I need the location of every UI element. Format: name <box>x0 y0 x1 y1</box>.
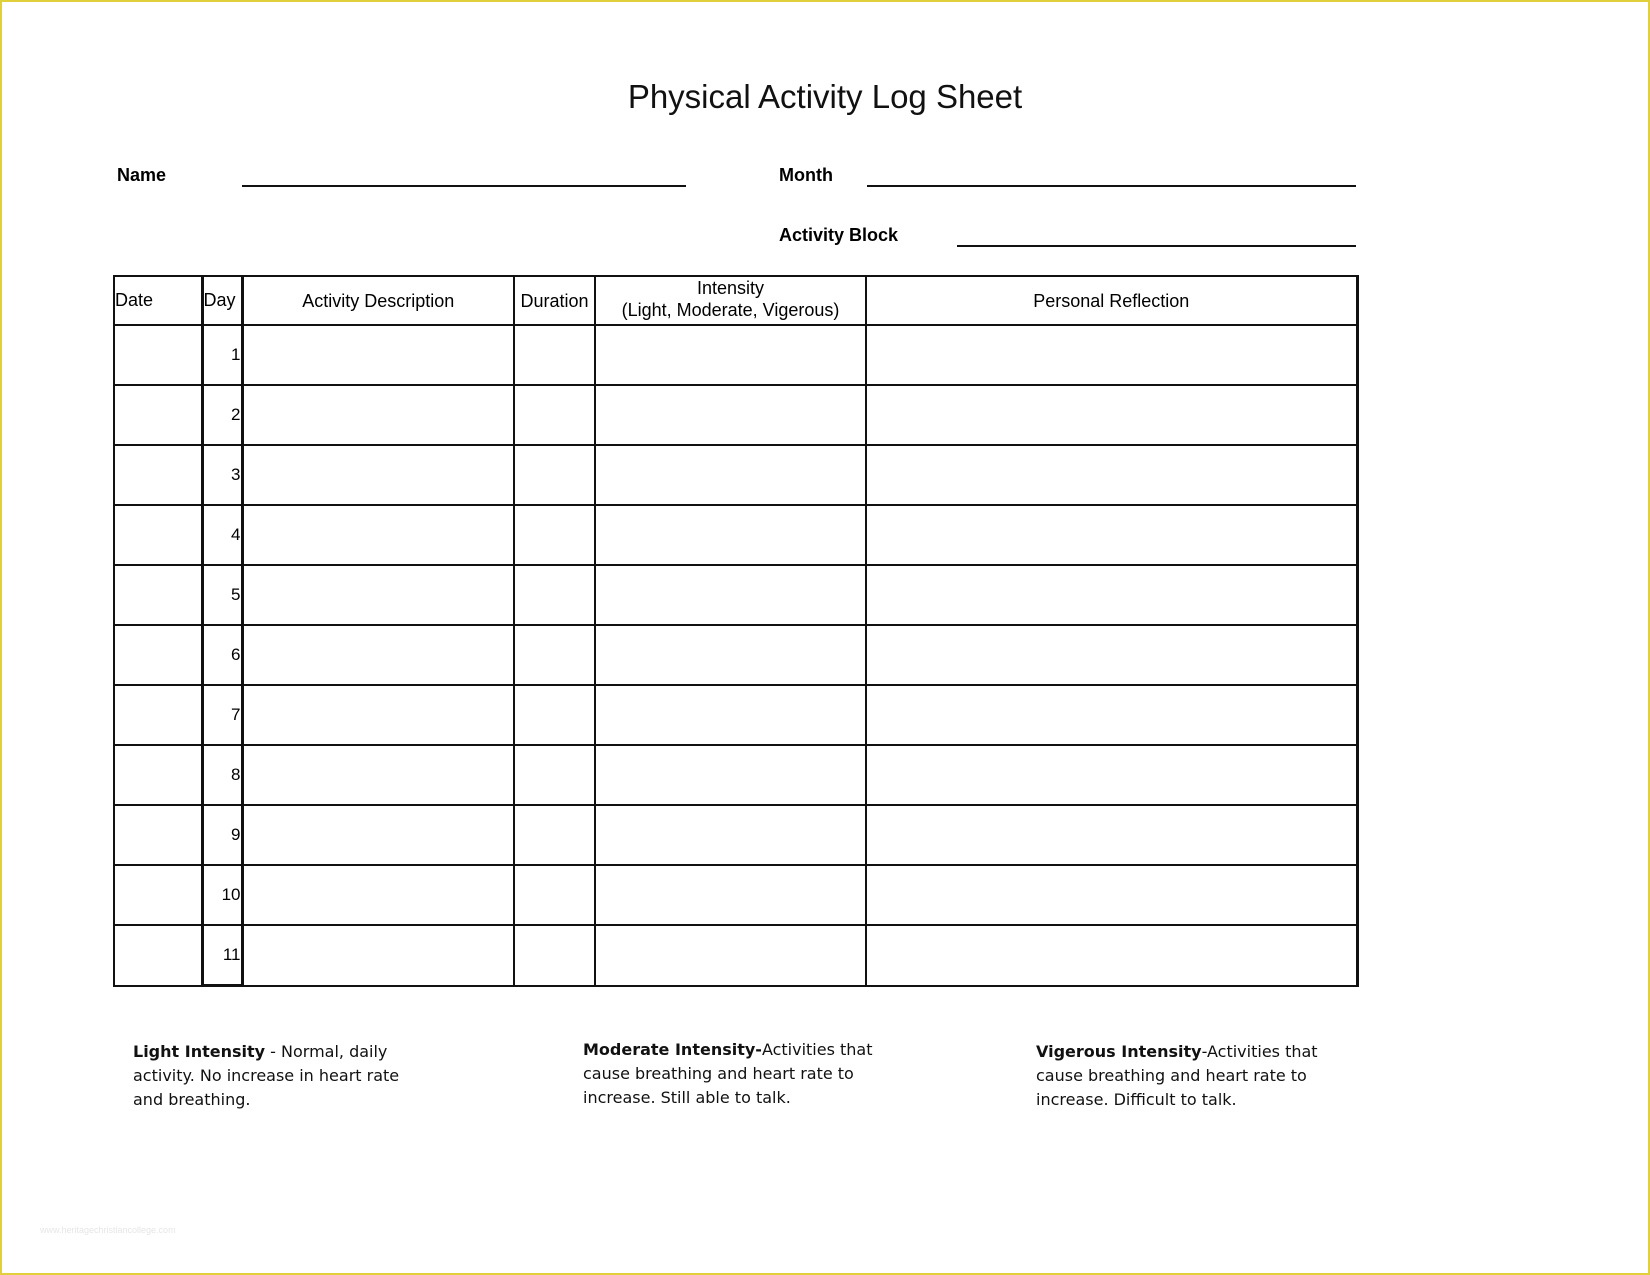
duration-cell[interactable] <box>514 505 595 565</box>
header-personal-reflection: Personal Reflection <box>866 276 1357 325</box>
moderate-intensity-note <box>583 1038 873 1110</box>
day-number: 5 <box>202 565 242 625</box>
duration-cell[interactable] <box>514 925 595 986</box>
day-number: 1 <box>202 325 242 385</box>
day-number: 8 <box>202 745 242 805</box>
reflection-cell[interactable] <box>866 805 1357 865</box>
date-cell[interactable] <box>114 385 202 445</box>
intensity-cell[interactable] <box>595 385 866 445</box>
table-row <box>114 745 1357 805</box>
reflection-cell[interactable] <box>866 325 1357 385</box>
day-number: 4 <box>202 505 242 565</box>
reflection-cell[interactable] <box>866 685 1357 745</box>
date-cell[interactable] <box>114 445 202 505</box>
header-intensity-options: (Light, Moderate, Vigerous) <box>621 300 840 320</box>
watermark: www.heritagechristiancollege.com <box>40 1225 176 1235</box>
duration-cell[interactable] <box>514 805 595 865</box>
vigorous-intensity-title: Vigerous Intensity <box>1036 1042 1202 1061</box>
intensity-cell[interactable] <box>595 505 866 565</box>
date-cell[interactable] <box>114 565 202 625</box>
activity-cell[interactable] <box>242 865 514 925</box>
activity-cell[interactable] <box>242 565 514 625</box>
day-number: 2 <box>202 385 242 445</box>
table-header-row <box>114 276 1357 325</box>
activity-cell[interactable] <box>242 385 514 445</box>
intensity-cell[interactable] <box>595 625 866 685</box>
day-number: 7 <box>202 685 242 745</box>
activity-cell[interactable] <box>242 625 514 685</box>
name-field-line[interactable] <box>242 185 686 187</box>
reflection-cell[interactable] <box>866 925 1357 986</box>
table-row <box>114 865 1357 925</box>
activity-log-table <box>113 275 1359 987</box>
activity-block-label: Activity Block <box>779 225 899 245</box>
month-label: Month <box>779 165 833 185</box>
light-intensity-text: - Normal, daily activity. No increase in heart rate and breathing. <box>133 1042 400 1109</box>
table-row <box>114 625 1357 685</box>
date-cell[interactable] <box>114 925 202 986</box>
vigorous-intensity-text: -Activities that cause breathing and heart rate to increase. Difficult to talk. <box>1036 1042 1318 1109</box>
reflection-cell[interactable] <box>866 625 1357 685</box>
table-row <box>114 385 1357 445</box>
table-row <box>114 505 1357 565</box>
day-number: 3 <box>202 445 242 505</box>
intensity-cell[interactable] <box>595 325 866 385</box>
day-number: 9 <box>202 805 242 865</box>
duration-cell[interactable] <box>514 625 595 685</box>
activity-cell[interactable] <box>242 685 514 745</box>
date-cell[interactable] <box>114 745 202 805</box>
activity-cell[interactable] <box>242 505 514 565</box>
moderate-intensity-title: Moderate Intensity- <box>583 1040 762 1059</box>
table-row <box>114 685 1357 745</box>
header-activity-description: Activity Description <box>242 276 514 325</box>
month-field-line[interactable] <box>867 185 1356 187</box>
reflection-cell[interactable] <box>866 745 1357 805</box>
duration-cell[interactable] <box>514 325 595 385</box>
activity-cell[interactable] <box>242 325 514 385</box>
duration-cell[interactable] <box>514 385 595 445</box>
activity-cell[interactable] <box>242 745 514 805</box>
date-cell[interactable] <box>114 325 202 385</box>
vigorous-intensity-note <box>1036 1040 1326 1112</box>
table-row <box>114 925 1357 986</box>
table-row <box>114 805 1357 865</box>
day-number: 10 <box>202 865 242 925</box>
moderate-intensity-text: Activities that cause breathing and heart rate to increase. Still able to talk. <box>583 1040 873 1107</box>
date-cell[interactable] <box>114 865 202 925</box>
reflection-cell[interactable] <box>866 565 1357 625</box>
intensity-cell[interactable] <box>595 685 866 745</box>
intensity-cell[interactable] <box>595 565 866 625</box>
duration-cell[interactable] <box>514 865 595 925</box>
header-duration: Duration <box>514 276 595 325</box>
day-number: 11 <box>202 925 242 986</box>
intensity-cell[interactable] <box>595 805 866 865</box>
page-title: Physical Activity Log Sheet <box>627 78 1023 115</box>
intensity-cell[interactable] <box>595 925 866 986</box>
light-intensity-title: Light Intensity <box>133 1042 266 1061</box>
duration-cell[interactable] <box>514 565 595 625</box>
reflection-cell[interactable] <box>866 445 1357 505</box>
activity-cell[interactable] <box>242 445 514 505</box>
date-cell[interactable] <box>114 685 202 745</box>
header-day: Day <box>202 276 242 325</box>
table-row <box>114 325 1357 385</box>
table-row <box>114 565 1357 625</box>
reflection-cell[interactable] <box>866 505 1357 565</box>
activity-cell[interactable] <box>242 805 514 865</box>
duration-cell[interactable] <box>514 445 595 505</box>
date-cell[interactable] <box>114 625 202 685</box>
duration-cell[interactable] <box>514 685 595 745</box>
reflection-cell[interactable] <box>866 865 1357 925</box>
duration-cell[interactable] <box>514 745 595 805</box>
intensity-cell[interactable] <box>595 745 866 805</box>
activity-cell[interactable] <box>242 925 514 986</box>
reflection-cell[interactable] <box>866 385 1357 445</box>
date-cell[interactable] <box>114 805 202 865</box>
day-number: 6 <box>202 625 242 685</box>
activity-block-field-line[interactable] <box>957 245 1356 247</box>
intensity-cell[interactable] <box>595 865 866 925</box>
header-intensity <box>595 276 866 325</box>
header-date: Date <box>114 276 202 325</box>
intensity-cell[interactable] <box>595 445 866 505</box>
header-intensity-title: Intensity <box>696 278 765 298</box>
date-cell[interactable] <box>114 505 202 565</box>
table-row <box>114 445 1357 505</box>
name-label: Name <box>117 165 167 185</box>
light-intensity-note <box>133 1040 433 1112</box>
